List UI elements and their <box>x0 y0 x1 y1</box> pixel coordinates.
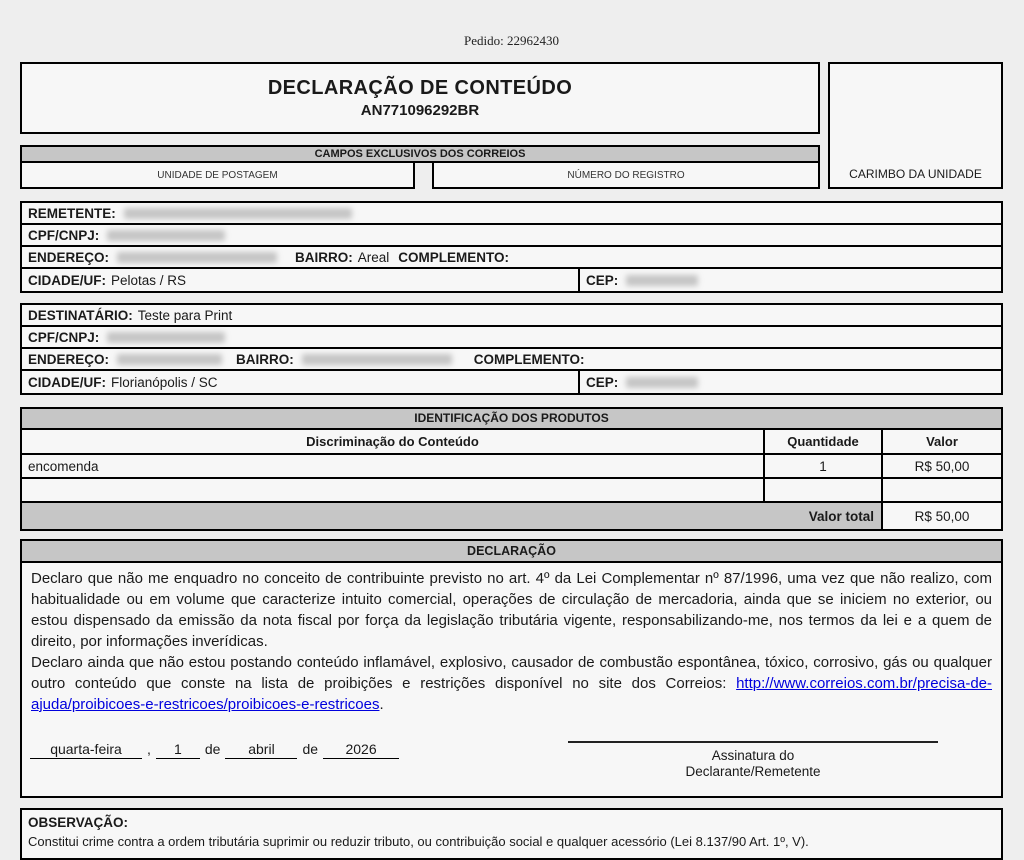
redacted-recipient-address <box>117 354 222 365</box>
declaration-footer <box>22 731 1001 796</box>
tracking-code: AN771096292BR <box>360 102 480 119</box>
product-quantity-cell <box>765 479 883 501</box>
signature-caption-line1: Assinatura do <box>711 748 795 763</box>
redacted-sender-cep <box>626 275 698 286</box>
observation-section <box>20 808 1003 860</box>
sender-address-row <box>22 247 1001 269</box>
sender-section <box>20 201 1003 293</box>
sender-city-cell <box>22 269 578 291</box>
form-title: DECLARAÇÃO DE CONTEÚDO <box>267 77 573 99</box>
recipient-name-row <box>22 305 1001 327</box>
declaration-paragraph-2-text: Declaro ainda que não estou postando conteúdo inflamável, explosivo, causador de combustão espontânea, tóxico, corrosivo, gás ou qualquer outro conteúdo que conste na lista de proibições e restrições disponível no site dos Correios: <box>31 654 992 692</box>
recipient-city-label: CIDADE/UF: <box>28 374 106 390</box>
sender-city-value: Pelotas / RS <box>111 272 187 288</box>
observation-text: Constitui crime contra a ordem tributária suprimir ou reduzir tributo, ou contribuição social e qualquer acessório (Lei 8.137/90 Art. 1º, V). <box>28 834 809 849</box>
table-row <box>22 455 1001 479</box>
recipient-address-row <box>22 349 1001 371</box>
declaration-paragraph-2-period: . <box>379 696 384 713</box>
header-left-column <box>20 62 820 189</box>
unit-stamp-label: CARIMBO DA UNIDADE <box>849 167 982 181</box>
signature-caption-line2: Declarante/Remetente <box>685 764 821 779</box>
products-section-header: IDENTIFICAÇÃO DOS PRODUTOS <box>22 409 1001 430</box>
total-row <box>22 503 1001 529</box>
sender-city-row <box>22 269 1001 291</box>
declaration-body <box>22 563 1001 715</box>
date-de-2: de <box>302 741 319 757</box>
sender-name-row <box>22 203 1001 225</box>
correios-fields-row <box>20 161 820 189</box>
date-line <box>28 731 399 759</box>
redacted-recipient-district <box>302 354 452 365</box>
redacted-sender-name <box>124 208 352 219</box>
title-box <box>20 62 820 134</box>
total-value: R$ 50,00 <box>914 508 970 524</box>
product-quantity-cell: 1 <box>765 455 883 477</box>
column-header-quantity: Quantidade <box>765 430 883 453</box>
sender-district-label: BAIRRO: <box>295 249 353 265</box>
product-value-cell: R$ 50,00 <box>914 458 970 474</box>
redacted-recipient-cep <box>626 377 698 388</box>
total-label: Valor total <box>22 503 883 529</box>
recipient-label: DESTINATÁRIO: <box>28 307 133 323</box>
column-header-value: Valor <box>926 434 958 449</box>
correios-exclusive-fields-header: CAMPOS EXCLUSIVOS DOS CORREIOS <box>20 145 820 163</box>
recipient-city-row <box>22 371 1001 393</box>
products-header-row <box>22 430 1001 455</box>
sender-address-label: ENDEREÇO: <box>28 249 110 265</box>
products-section <box>20 407 1003 531</box>
sender-label: REMETENTE: <box>28 205 116 221</box>
date-de-1: de <box>204 741 221 757</box>
redacted-sender-cpf <box>107 230 225 241</box>
product-description-cell <box>22 479 765 501</box>
recipient-city-cell <box>22 371 578 393</box>
recipient-cep-label: CEP: <box>586 374 619 390</box>
sender-cpf-row <box>22 225 1001 247</box>
correios-prohibited-items-link[interactable]: http://www.correios.com.br/precisa-de-ajuda/proibicoes-e-restricoes/proibicoes-e-restricoes <box>31 675 992 713</box>
sender-cpf-label: CPF/CNPJ: <box>28 227 100 243</box>
recipient-name-value: Teste para Print <box>137 307 233 323</box>
sender-city-label: CIDADE/UF: <box>28 272 106 288</box>
signature-line <box>568 731 938 743</box>
declaration-paragraph-1: Declaro que não me enquadro no conceito de contribuinte previsto no art. 4º da Lei Complementar nº 87/1996, uma vez que não realizo, com habitualidade ou em volume que caracterize intuito comercial, operações de circulação de mercadoria, ainda que se iniciem no exterior, ou estou dispensado da emissão da nota fiscal por força da legislação tributária vigente, responsabilizando-me, nos termos da lei e a quem de direito, por informações inverídicas. <box>31 570 992 650</box>
redacted-sender-address <box>117 252 277 263</box>
unit-stamp-box <box>828 62 1003 189</box>
declaration-section <box>20 539 1003 798</box>
posting-unit-field: UNIDADE DE POSTAGEM <box>20 161 415 189</box>
date-comma: , <box>147 741 151 757</box>
table-row <box>22 479 1001 503</box>
signature-area <box>568 731 938 780</box>
declaration-paragraph-2 <box>31 652 992 715</box>
order-number-line: Pedido: 22962430 <box>464 33 559 48</box>
recipient-cpf-row <box>22 327 1001 349</box>
observation-label: OBSERVAÇÃO: <box>28 815 129 830</box>
registry-number-field: NÚMERO DO REGISTRO <box>432 161 820 189</box>
product-value-cell <box>883 479 1001 501</box>
redacted-recipient-cpf <box>107 332 225 343</box>
form-header-area <box>20 62 1003 189</box>
recipient-cpf-label: CPF/CNPJ: <box>28 329 100 345</box>
recipient-district-label: BAIRRO: <box>236 351 294 367</box>
recipient-complement-label: COMPLEMENTO: <box>473 351 585 367</box>
product-description-cell: encomenda <box>22 455 765 477</box>
sender-cep-cell <box>578 269 1001 291</box>
sender-complement-label: COMPLEMENTO: <box>398 249 510 265</box>
date-month-blank: abril <box>225 741 297 759</box>
date-day-blank: 1 <box>156 741 200 759</box>
date-weekday-blank: quarta-feira <box>30 741 142 759</box>
sender-cep-label: CEP: <box>586 272 619 288</box>
recipient-cep-cell <box>578 371 1001 393</box>
column-header-description: Discriminação do Conteúdo <box>22 430 765 453</box>
declaration-section-header: DECLARAÇÃO <box>22 541 1001 563</box>
recipient-address-label: ENDEREÇO: <box>28 351 110 367</box>
sender-district-value: Areal <box>357 249 390 265</box>
recipient-city-value: Florianópolis / SC <box>111 374 218 390</box>
recipient-section <box>20 303 1003 395</box>
date-year-blank: 2026 <box>323 741 399 759</box>
